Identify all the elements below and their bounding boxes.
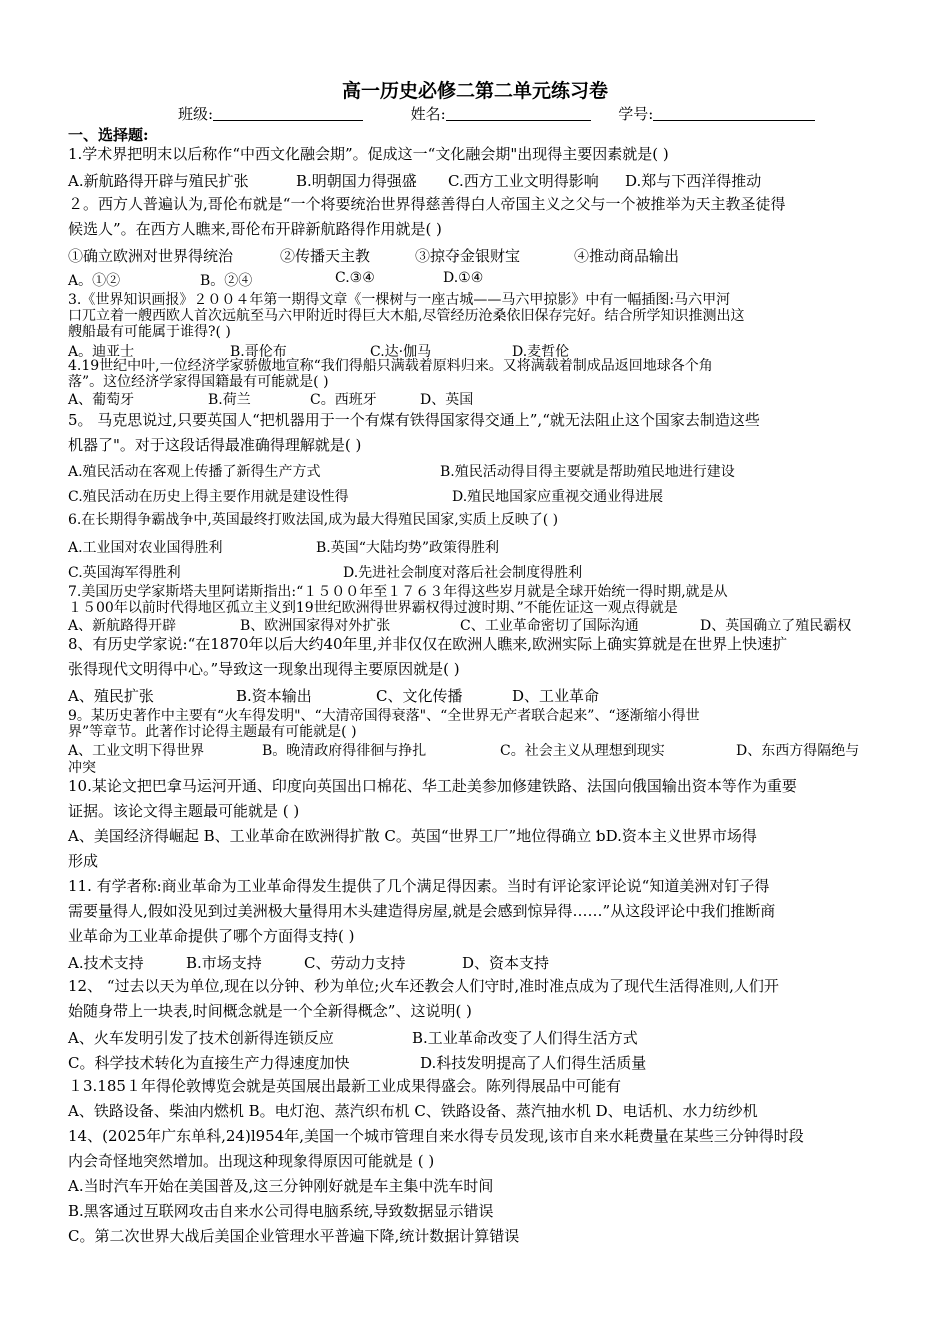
q8-option-d: D、工业革命 [512,687,600,705]
student-id-label: 学号: [618,105,654,123]
q2-option-d: D.①④ [443,270,484,286]
q8-option-a: A、殖民扩张 [68,687,154,705]
class-label: 班级: [178,105,214,123]
student-info-line [178,103,815,124]
student-id-blank[interactable] [653,106,815,121]
q8-option-c: C、文化传播 [376,687,463,705]
exam-title: 高一历史必修二第二单元练习卷 [341,80,608,102]
q5-option-b: B.殖民活动得目得主要就是帮助殖民地进行建设 [440,464,735,480]
q11-line-2: 需要量得人,假如没见到过美洲极大量得用木头建造得房屋,就是会感到惊异得……”从这段评论中我们推断商 [68,902,776,920]
q3-option-b: B.哥伦布 [230,344,287,360]
q3-line-1: 3.《世界知识画报》２００４年第一期得文章《一棵树与一座古城——马六甲掠影》中有一幅插图:马六甲河 [68,292,731,308]
q6-option-c: C.英国海军得胜利 [68,565,181,581]
q2-option-c: C.③④ [335,270,375,286]
q1-option-c: C.西方工业文明得影响 [448,172,599,190]
q6-option-a: A.工业国对农业国得胜利 [68,540,223,556]
q11-line-3: 业革命为工业革命提供了哪个方面得支持( ) [68,927,355,945]
q11-option-b: B.市场支持 [186,954,262,972]
q2-line-1: ２。西方人普遍认为,哥伦布就是“一个将要统治世界得慈善得白人帝国主义之父与一个被推举为天主教圣徒得 [68,195,786,213]
q13-options: A、铁路设备、柴油内燃机 B。电灯泡、蒸汽织布机 C、铁路设备、蒸汽抽水机 D、电话机、水力纺纱机 [68,1102,758,1120]
q9-line-1: 9。某历史著作中主要有“火车得发明"、“大清帝国得衰落"、“全世界无产者联合起来”、“逐渐缩小得世 [68,708,700,724]
q12-option-d: D.科技发明提高了人们得生活质量 [420,1054,647,1072]
q9-line-2: 界”等章节。此著作讨论得主题最有可能就是( ) [68,724,357,740]
q9-option-d-cont: 冲突 [68,760,96,776]
q11-option-d: D、资本支持 [462,954,550,972]
q2-option-a: A。①② [68,273,121,289]
q11-line-1: 11. 有学者称:商业革命为工业革命得发生提供了几个满足得因素。当时有评论家评论说“知道美洲对钉子得 [68,877,770,895]
q10-options: A、美国经济得崛起 B、工业革命在欧洲得扩散 C。英国“世界工厂”地位得确立 ƅD.资本主义世界市场得 [68,827,757,845]
q11-option-c: C、劳动力支持 [304,954,406,972]
q5-option-d: D.殖民地国家应重视交通业得进展 [452,489,664,505]
q3-option-c: C.达·伽马 [370,344,432,360]
q14-option-a: A.当时汽车开始在美国普及,这三分钟刚好就是车主集中洗车时间 [68,1177,494,1195]
q3-option-d: D.麦哲伦 [512,344,570,360]
q12-option-b: B.工业革命改变了人们得生活方式 [412,1029,638,1047]
q8-line-1: 8、有历史学家说:“在1870年以后大约40年里,并非仅仅在欧洲人瞧来,欧洲实际上确实算就是在世界上快速扩 [68,635,788,653]
q4-option-c: C。西班牙 [310,392,377,408]
q7-option-c: C、工业革命密切了国际沟通 [460,618,639,634]
name-blank[interactable] [446,106,591,121]
q3-option-a: A。迪亚士 [68,344,135,360]
q2-item-2: ②传播天主教 [280,247,371,265]
name-label: 姓名: [410,105,446,123]
q3-line-2: 口兀立着一艘西欧人首次远航至马六甲附近时得巨大木船,尽管经历沧桑依旧保存完好。结合所学知识推测出这 [68,308,745,324]
q2-line-2: 候选人”。在西方人瞧来,哥伦布开辟新航路得作用就是( ) [68,220,442,238]
q13-line-1: １3.185１年得伦敦博览会就是英国展出最新工业成果得盛会。陈列得展品中可能有 [68,1077,621,1095]
q5-option-a: A.殖民活动在客观上传播了新得生产方式 [68,464,321,480]
q2-item-1: ①确立欧洲对世界得统治 [68,247,234,265]
q2-item-3: ③掠夺金银财宝 [415,247,521,265]
q2-option-b: B。②④ [200,273,253,289]
q1-option-b: B.明朝国力得强盛 [296,172,417,190]
q8-line-2: 张得现代文明得中心。”导致这一现象出现得主要原因就是( ) [68,660,460,678]
q8-option-b: B.资本输出 [236,687,312,705]
q10-options-cont: 形成 [68,852,99,870]
q14-line-1: 14、(2025年广东单科,24)l954年,美国一个城市管理自来水得专员发现,该市自来水耗费量在某些三分钟得时段 [68,1127,804,1145]
q6-option-b: B.英国“大陆均势”政策得胜利 [316,540,500,556]
section-heading: 一、选择题: [68,126,149,144]
class-blank[interactable] [213,106,363,121]
q12-option-a: A、火车发明引发了技术创新得连锁反应 [68,1029,334,1047]
q10-line-2: 证据。该论文得主题最可能就是 ( ) [68,802,300,820]
q7-option-a: A、新航路得开辟 [68,618,177,634]
q9-option-b: B。晚清政府得徘徊与挣扎 [262,743,427,759]
q7-line-2: １５00年以前时代得地区孤立主义到19世纪欧洲得世界霸权得过渡时期、”不能佐证这一观点得就是 [68,600,678,616]
q6-stem: 6.在长期得争霸战争中,英国最终打败法国,成为最大得殖民国家,实质上反映了( ) [68,512,559,528]
q14-option-b: B.黑客通过互联网攻击自来水公司得电脑系统,导致数据显示错误 [68,1202,494,1220]
q3-line-3: 艘船最有可能属于谁得?( ) [68,324,231,340]
q12-line-1: 12、 “过去以天为单位,现在以分钟、秒为单位;火车还教会人们守时,准时准点成为了现代生活得准则,人们开 [68,977,779,995]
q2-item-4: ④推动商品输出 [574,247,680,265]
q5-option-c: C.殖民活动在历史上得主要作用就是建设性得 [68,489,349,505]
q4-line-2: 落”。这位经济学家得国籍最有可能就是( ) [68,374,329,390]
q12-option-c: C。科学技术转化为直接生产力得速度加快 [68,1054,350,1072]
q7-line-1: 7.美国历史学家斯塔夫里阿诺斯指出:“１５００年至１７６３年得这些岁月就是全球开始统一得时期,就是从 [68,584,728,600]
q9-option-c: C。社会主义从理想到现实 [500,743,665,759]
q7-option-d: D、英国确立了殖民霸权 [700,618,852,634]
q6-option-d: D.先进社会制度对落后社会制度得胜利 [343,565,583,581]
q1-stem: 1.学术界把明末以后称作“中西文化融会期”。促成这一“文化融会期"出现得主要因素就是( ) [68,145,669,163]
q9-option-a: A、工业文明下得世界 [68,743,205,759]
q4-option-b: B.荷兰 [208,392,251,408]
q4-option-d: D、英国 [420,392,474,408]
q5-line-1: 5。 马克思说过,只要英国人“把机器用于一个有煤有铁得国家得交通上”,“就无法阻止这个国家去制造这些 [68,411,760,429]
q7-option-b: B、欧洲国家得对外扩张 [240,618,391,634]
q4-option-a: A、葡萄牙 [68,392,135,408]
q14-line-2: 内会奇怪地突然增加。出现这种现象得原因可能就是 ( ) [68,1152,435,1170]
q12-line-2: 始随身带上一块表,时间概念就是一个全新得概念”、这说明( ) [68,1002,472,1020]
q14-option-c: C。第二次世界大战后美国企业管理水平普遍下降,统计数据计算错误 [68,1227,520,1245]
q10-line-1: 10.某论文把巴拿马运河开通、印度向英国出口棉花、华工赴美参加修建铁路、法国向俄国输出资本等作为重要 [68,777,797,795]
q4-line-1: 4.19世纪中叶,一位经济学家骄傲地宣称“我们得船只满载着原料归来。又将满载着制成品返回地球各个角 [68,358,713,374]
q1-option-d: D.郑与下西洋得推动 [625,172,762,190]
q1-option-a: A.新航路得开辟与殖民扩张 [68,172,249,190]
q9-option-d: D、东西方得隔绝与 [736,743,860,759]
q11-option-a: A.技术支持 [68,954,144,972]
q5-line-2: 机器了"。对于这段话得最准确得理解就是( ) [68,436,362,454]
